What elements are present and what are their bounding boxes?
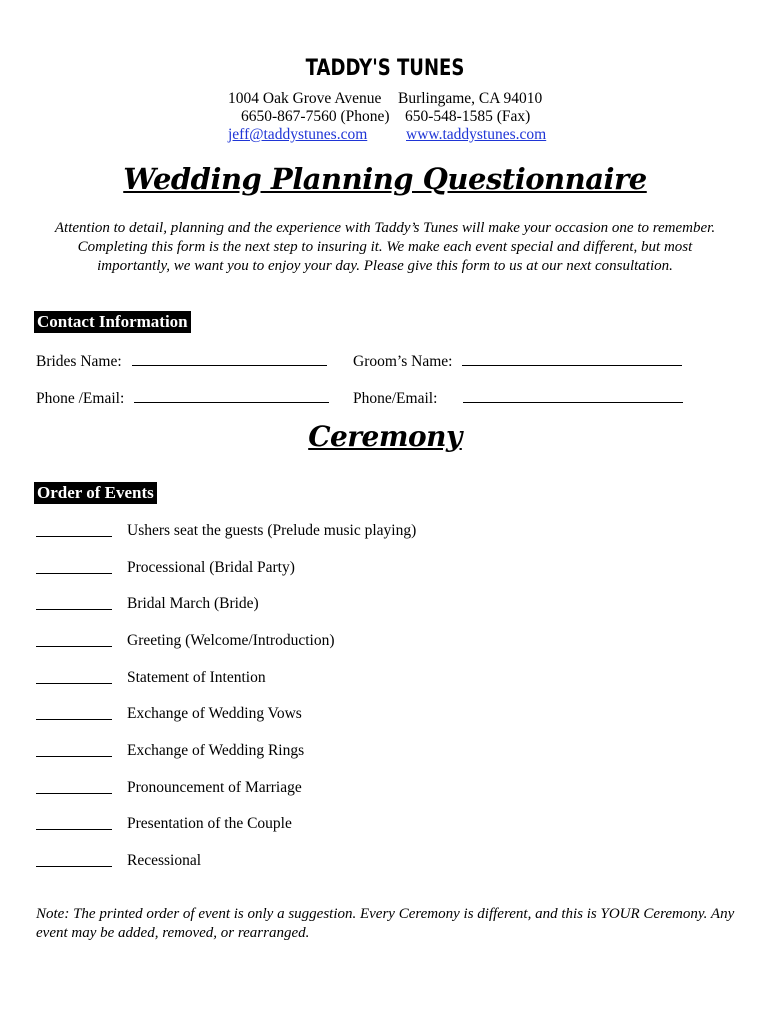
event-label: Ushers seat the guests (Prelude music playing) <box>127 522 417 539</box>
brand-logo-text: TADDY'S TUNES <box>305 56 465 81</box>
grooms-phone-email-field[interactable] <box>463 388 683 403</box>
website-link[interactable]: www.taddystunes.com <box>406 126 547 143</box>
event-label: Statement of Intention <box>127 669 266 686</box>
event-order-field[interactable] <box>36 756 112 757</box>
event-label: Greeting (Welcome/Introduction) <box>127 632 335 649</box>
ceremony-heading: Ceremony <box>308 420 462 453</box>
brides-phone-email-field[interactable] <box>134 388 329 403</box>
event-order-field[interactable] <box>36 609 112 610</box>
form-title: Wedding Planning Questionnaire <box>123 162 647 196</box>
event-label: Pronouncement of Marriage <box>127 779 302 796</box>
contact-information-heading: Contact Information <box>34 311 191 333</box>
event-label: Bridal March (Bride) <box>127 595 259 612</box>
brides-phone-email-label: Phone /Email: <box>36 390 125 407</box>
event-label: Processional (Bridal Party) <box>127 559 295 576</box>
event-label: Exchange of Wedding Vows <box>127 705 302 722</box>
footer-note: Note: The printed order of event is only a suggestion. Every Ceremony is different, and this is YOUR Ceremony. Any event may be added, removed, or rearranged. <box>36 906 735 941</box>
event-label: Recessional <box>127 852 202 869</box>
grooms-name-field[interactable] <box>462 351 682 366</box>
event-order-field[interactable] <box>36 683 112 684</box>
event-order-field[interactable] <box>36 719 112 720</box>
city-state-zip: Burlingame, CA 94010 <box>398 90 543 107</box>
fax-number: 650-548-1585 (Fax) <box>405 108 531 125</box>
brides-name-field[interactable] <box>132 351 327 366</box>
order-of-events-heading: Order of Events <box>34 482 157 504</box>
event-order-field[interactable] <box>36 866 112 867</box>
event-order-field[interactable] <box>36 829 112 830</box>
event-order-field[interactable] <box>36 793 112 794</box>
grooms-phone-email-label: Phone/Email: <box>353 390 438 407</box>
email-link[interactable]: jeff@taddystunes.com <box>228 126 368 143</box>
intro-paragraph: Attention to detail, planning and the experience with Taddy’s Tunes will make your occasion one to remember. Completing this form is the next step to insuring it. We make each event special and different, but most importantly, we want you to enjoy your day. Please give this form to us at our next consultation. <box>54 220 716 274</box>
event-order-field[interactable] <box>36 646 112 647</box>
event-order-field[interactable] <box>36 573 112 574</box>
event-label: Exchange of Wedding Rings <box>127 742 305 759</box>
event-label: Presentation of the Couple <box>127 815 292 832</box>
phone-number: 6650-867-7560 (Phone) <box>241 108 390 125</box>
street-address: 1004 Oak Grove Avenue <box>228 90 382 107</box>
event-order-field[interactable] <box>36 536 112 537</box>
grooms-name-label: Groom’s Name: <box>353 353 453 370</box>
brides-name-label: Brides Name: <box>36 353 122 370</box>
